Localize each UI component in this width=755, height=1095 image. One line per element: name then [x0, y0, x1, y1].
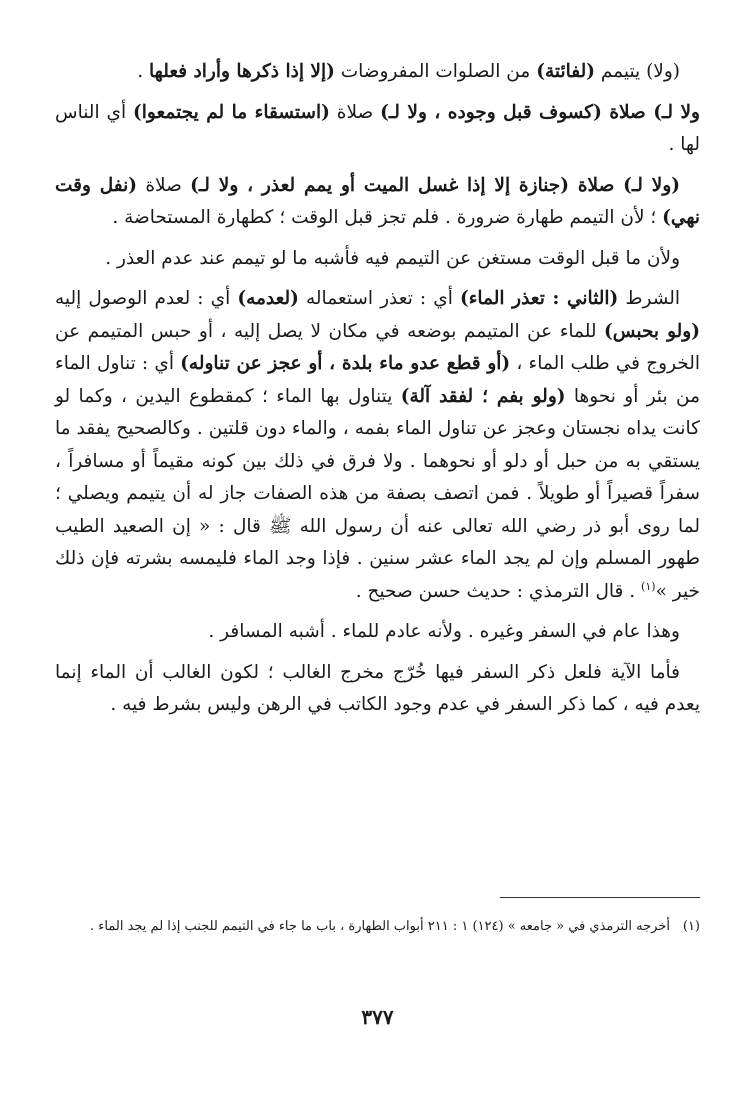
sharh-text: أي : لعدم الوصول إليه: [55, 288, 238, 309]
sharh-text: فأما الآية فلعل ذكر السفر فيها خُرّج مخرج الغالب ؛ لكون الغالب أن الماء إنما يعدم فيه ، كما ذكر السفر في عدم وجود الكاتب في الرهن وليس بشرط فيه .: [55, 661, 700, 715]
sharh-text: ؛ لأن التيمم طهارة ضرورة . فلم تجز قبل الوقت ؛ كطهارة المستحاضة .: [112, 207, 663, 228]
footnote-divider: [500, 897, 700, 898]
matn-text: (كسوف قبل وجوده ، ولا لـ): [380, 101, 602, 123]
matn-text: (ولو بفم ؛ لفقد آلة): [400, 385, 566, 407]
paragraph: [55, 616, 700, 649]
page-number: ٣٧٧: [361, 1005, 394, 1029]
paragraph: [55, 97, 700, 162]
sharh-text: . قال الترمذي : حديث حسن صحيح .: [355, 580, 642, 602]
sharh-text: أي : تناول الماء من بئر أو نحوها: [55, 353, 700, 407]
matn-text: (جنازة إلا إذا غسل الميت أو يمم لعذر ، ولا لـ): [190, 174, 569, 196]
footnote-ref: (١): [641, 579, 656, 593]
matn-text: (نفل وقت نهي): [55, 174, 700, 228]
matn-text: (ولا لـ) صلاة: [568, 174, 681, 196]
matn-text: (استسقاء ما لم يجتمعوا): [133, 101, 330, 123]
sharh-text: من الصلوات المفروضات: [334, 61, 537, 82]
sharh-text: أي : تعذر استعماله: [298, 288, 460, 309]
sharh-text: أي الناس لها .: [55, 101, 700, 155]
matn-text: (الثاني : تعذر الماء): [459, 288, 619, 309]
paragraph: [55, 657, 700, 722]
matn-text: (إلا إذا ذكرها وأراد فعلها: [149, 61, 335, 82]
sharh-text: صلاة: [137, 174, 191, 196]
footnote-text: أخرجه الترمذي في « جامعه » (١٢٤) ١ : ٢١١ أبواب الطهارة ، باب ما جاء في التيمم للجنب إذا لم يجد الماء .: [90, 919, 670, 934]
sharh-text: وهذا عام في السفر وغيره . ولأنه عادم للماء . أشبه المسافر .: [208, 621, 680, 642]
sharh-text: (ولا) يتيمم: [594, 61, 680, 82]
matn-text: (لفائتة): [536, 61, 595, 82]
paragraph: [55, 56, 700, 89]
sharh-text: الشرط: [618, 288, 680, 309]
matn-text: (أو قطع عدو ماء بلدة ، أو عجز عن تناوله): [180, 353, 511, 374]
matn-text: (لعدمه): [237, 288, 299, 309]
matn-text: ولا لـ) صلاة: [601, 101, 700, 123]
sharh-text: يتناول بها الماء ؛ كمقطوع اليدين ، وكما لو كانت يداه نجستان وعجز عن تناول الماء بفمه ، والماء دون قلتين . وكالصحيح يفقد ما يستقي به من حبل أو دلو أو نحوهما . ولا فرق في ذلك بين كونه مقيماً أو مسافراً ، سفراً قصيراً أو طويلاً . فمن اتصف بصفة من هذه الصفات جاز له أن يتيمم ويصلي ؛ لما روى أبو ذر رضي الله تعالى عنه أن رسول الله ﷺ قال : « إن الصعيد الطيب طهور المسلم وإن لم يجد الماء عشر سنين . فإذا وجد الماء فليمسه بشرته فإن ذلك خير »: [55, 385, 700, 602]
footnote-number: (١): [682, 919, 700, 934]
page-body: [55, 56, 700, 722]
paragraph: [55, 170, 700, 235]
sharh-text: .: [137, 61, 150, 82]
paragraph: [55, 283, 700, 608]
footnote: [75, 916, 700, 938]
paragraph: [55, 243, 700, 276]
matn-text: (ولو بحبس): [604, 320, 700, 342]
sharh-text: صلاة: [329, 101, 381, 123]
sharh-text: للماء عن المتيمم بوضعه في مكان لا يصل إليه ، أو حبس المتيمم عن الخروج في طلب الماء ،: [55, 320, 700, 374]
sharh-text: ولأن ما قبل الوقت مستغن عن التيمم فيه فأشبه ما لو تيمم عند عدم العذر .: [105, 247, 680, 269]
